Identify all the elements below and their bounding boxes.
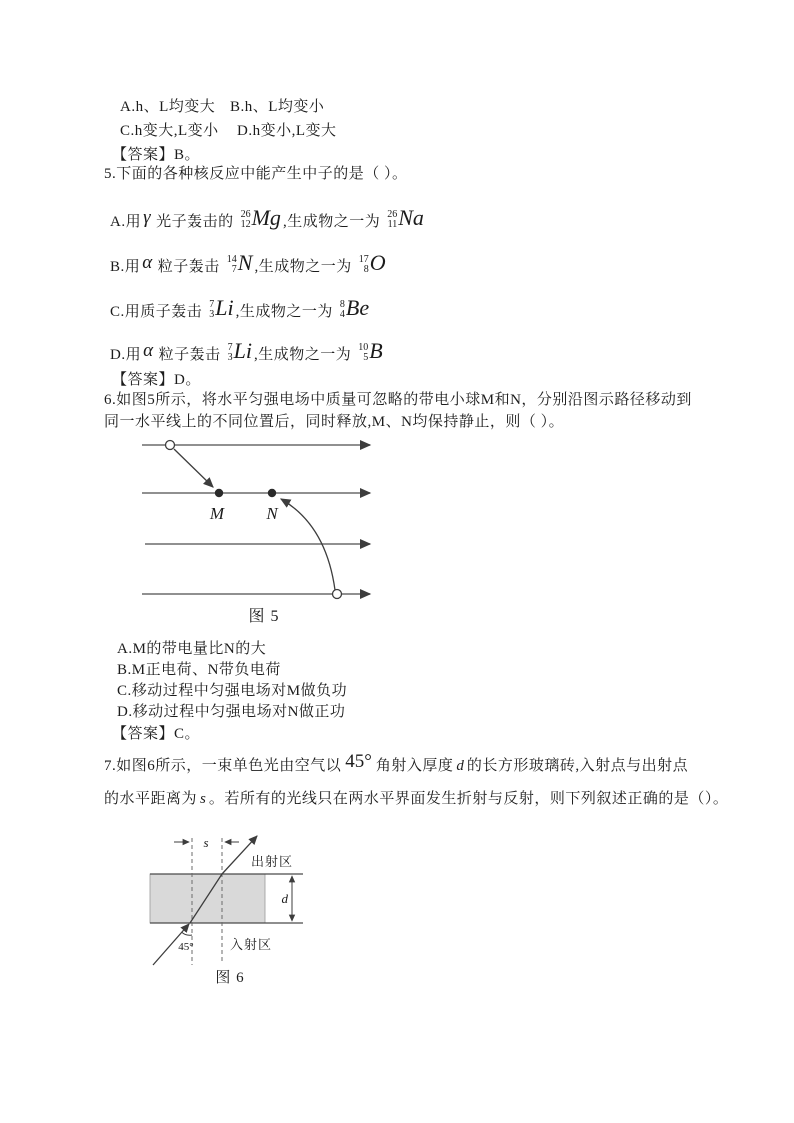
mass-number: 7	[209, 299, 215, 310]
start-point-n	[333, 590, 342, 599]
q6-option-b: B.M正电荷、N带负电荷	[117, 662, 281, 678]
element-symbol: Li	[215, 295, 234, 320]
q6-stem-line1: 6.如图5所示，将水平匀强电场中质量可忽略的带电小球M和N，分别沿图示路径移动到	[104, 392, 692, 408]
start-point-m	[166, 441, 175, 450]
q5-option-b	[110, 248, 388, 282]
atomic-number: 5	[363, 352, 369, 363]
ball-n	[268, 489, 276, 497]
label-d: d	[281, 891, 288, 906]
mass-number: 26	[240, 209, 251, 220]
mass-number: 10	[358, 342, 369, 353]
mass-number: 14	[226, 254, 237, 265]
q7-stem-line2	[104, 787, 728, 808]
q6-stem-line2: 同一水平线上的不同位置后，同时释放,M、N均保持静止，则（ ）。	[104, 414, 565, 430]
figure6-refraction-diagram	[140, 828, 315, 990]
q5-d-prefix: D.用	[110, 346, 142, 363]
label-entry-zone: 入射区	[229, 937, 273, 952]
nuclide-mg26	[236, 205, 281, 231]
mass-number: 8	[339, 299, 345, 310]
q6-answer: 【答案】C。	[112, 726, 201, 742]
alpha-symbol: α	[143, 340, 154, 361]
atomic-number: 7	[231, 264, 237, 275]
element-symbol: N	[237, 250, 253, 275]
q5-option-d	[110, 336, 385, 370]
q5-a-text2: ,生成物之一为	[282, 213, 381, 230]
q5-answer: 【答案】D。	[112, 372, 201, 388]
q5-c-prefix: C.用质子轰击	[110, 303, 203, 320]
atomic-number: 11	[387, 219, 398, 230]
q6-option-c: C.移动过程中匀强电场对M做负功	[117, 683, 348, 699]
element-symbol: O	[369, 250, 386, 275]
q5-d-text1: 粒子轰击	[158, 346, 221, 363]
q5-stem: 5.下面的各种核反应中能产生中子的是（ ）。	[104, 166, 408, 182]
prev-option-a: A.h、L均变大	[120, 99, 216, 115]
q7-stem2-b: 。若所有的光线只在两水平界面发生折射与反射，则下列叙述正确的是（）。	[208, 791, 729, 807]
ball-m	[215, 489, 223, 497]
q7-stem1-a: 7.如图6所示，一束单色光由空气以	[104, 758, 342, 774]
label-n: N	[266, 504, 278, 523]
atomic-number: 4	[339, 309, 345, 320]
q5-option-a	[110, 203, 426, 237]
prev-option-d: D.h变小,L变大	[237, 123, 337, 139]
nuclide-li7	[204, 295, 234, 321]
label-m: M	[209, 504, 225, 523]
nuclide-li7	[223, 338, 252, 364]
nuclide-be8	[335, 295, 370, 321]
q7-d-symbol: d	[456, 758, 464, 774]
atomic-number: 8	[363, 264, 369, 275]
q7-stem2-a: 的水平距离为	[104, 791, 198, 807]
element-symbol: Na	[398, 205, 424, 230]
q6-option-a: A.M的带电量比N的大	[117, 641, 267, 657]
mass-number: 17	[358, 254, 369, 265]
q5-option-c	[110, 293, 371, 327]
prev-answer: 【答案】B。	[112, 147, 201, 163]
nuclide-na26	[382, 205, 424, 231]
q5-a-prefix: A.用	[110, 213, 142, 230]
element-symbol: Mg	[251, 205, 281, 230]
figure6-caption: 图 6	[215, 970, 245, 986]
path-to-m-arrow	[174, 449, 213, 487]
element-symbol: Be	[345, 295, 370, 320]
q5-c-text2: ,生成物之一为	[235, 303, 333, 320]
q5-d-text2: ,生成物之一为	[253, 346, 352, 363]
q6-option-d: D.移动过程中匀强电场对N做正功	[117, 704, 346, 720]
q7-stem1-c: 的长方形玻璃砖,入射点与出射点	[466, 758, 689, 774]
mass-number: 26	[387, 209, 398, 220]
q5-b-text2: ,生成物之一为	[254, 258, 352, 275]
q7-s-symbol: s	[200, 791, 206, 807]
angle-arc	[182, 932, 193, 935]
figure5-field-diagram	[140, 437, 392, 629]
nuclide-b10	[353, 338, 383, 364]
element-symbol: B	[369, 338, 383, 363]
q5-b-text1: 粒子轰击	[157, 258, 220, 275]
label-s: s	[203, 835, 209, 850]
label-45deg: 45°	[178, 941, 194, 953]
label-exit-zone: 出射区	[250, 854, 294, 869]
nuclide-o17	[354, 250, 386, 276]
q7-angle-45: 45°	[345, 751, 372, 772]
q7-stem1-b: 角射入厚度	[375, 758, 454, 774]
alpha-symbol: α	[142, 252, 153, 273]
prev-option-c: C.h变大,L变小	[120, 123, 219, 139]
glass-slab	[150, 874, 265, 923]
q5-b-prefix: B.用	[110, 258, 141, 275]
q5-a-text1: 光子轰击的	[156, 213, 234, 230]
atomic-number: 12	[240, 219, 251, 230]
q7-stem-line1	[104, 751, 689, 776]
element-symbol: Li	[233, 338, 252, 363]
atomic-number: 3	[209, 309, 215, 320]
figure5-caption: 图 5	[248, 608, 280, 625]
prev-option-b: B.h、L均变小	[230, 99, 325, 115]
mass-number: 7	[227, 342, 233, 353]
gamma-symbol: γ	[143, 207, 152, 228]
atomic-number: 3	[227, 352, 233, 363]
nuclide-n14	[222, 250, 253, 276]
